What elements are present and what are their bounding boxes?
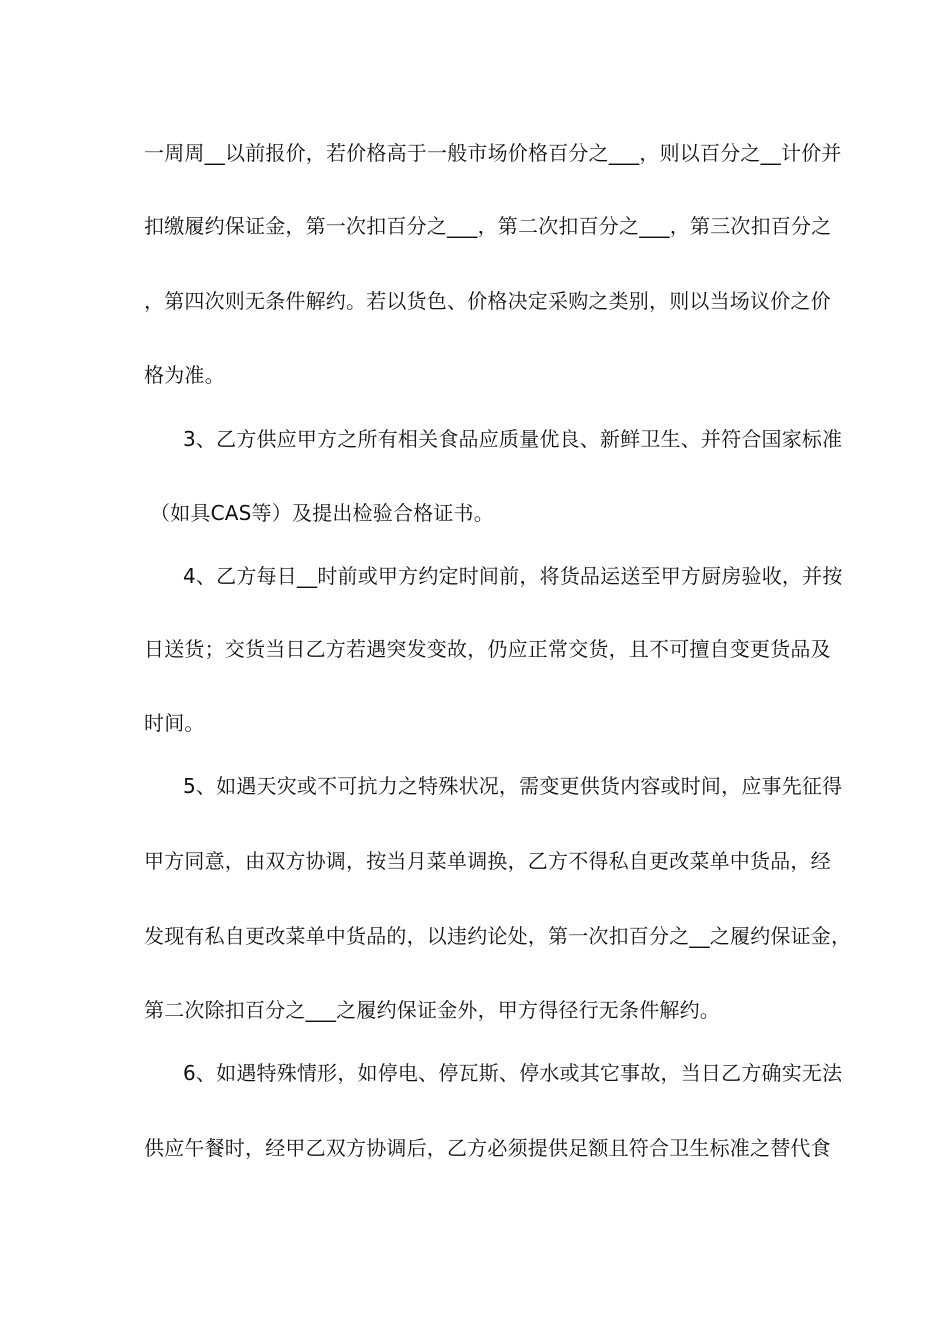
text-line: 扣缴履约保证金，第一次扣百分之___，第二次扣百分之___，第三次扣百分之	[144, 214, 832, 238]
text-line: 格为准。	[144, 363, 225, 387]
text-line: 第二次除扣百分之___之履约保证金外，甲方得径行无条件解约。	[144, 998, 720, 1022]
clause-6-line: 6、如遇特殊情形，如停电、停瓦斯、停水或其它事故，当日乙方确实无法	[183, 1061, 843, 1085]
text-line: 发现有私自更改菜单中货品的，以违约论处，第一次扣百分之__之履约保证金，	[144, 924, 852, 948]
text-line: （如具CAS等）及提出检验合格证书。	[150, 501, 494, 525]
text-line: ，第四次则无条件解约。若以货色、价格决定采购之类别，则以当场议价之价	[144, 289, 831, 313]
clause-5-line: 5、如遇天灾或不可抗力之特殊状况，需变更供货内容或时间，应事先征得	[183, 774, 843, 798]
text-line: 时间。	[144, 711, 205, 735]
clause-3-line: 3、乙方供应甲方之所有相关食品应质量优良、新鲜卫生、并符合国家标准	[183, 427, 843, 451]
clause-4-line: 4、乙方每日__时前或甲方约定时间前，将货品运送至甲方厨房验收，并按	[183, 564, 843, 588]
text-line: 日送货；交货当日乙方若遇突发变故，仍应正常交货，且不可擅自变更货品及	[144, 637, 831, 661]
text-line: 供应午餐时，经甲乙双方协调后，乙方必须提供足额且符合卫生标准之替代食	[144, 1136, 831, 1160]
text-line: 一周周__以前报价，若价格高于一般市场价格百分之___，则以百分之__计价并	[144, 141, 842, 165]
text-line: 甲方同意，由双方协调，按当月菜单调换，乙方不得私自更改菜单中货品，经	[144, 849, 831, 873]
